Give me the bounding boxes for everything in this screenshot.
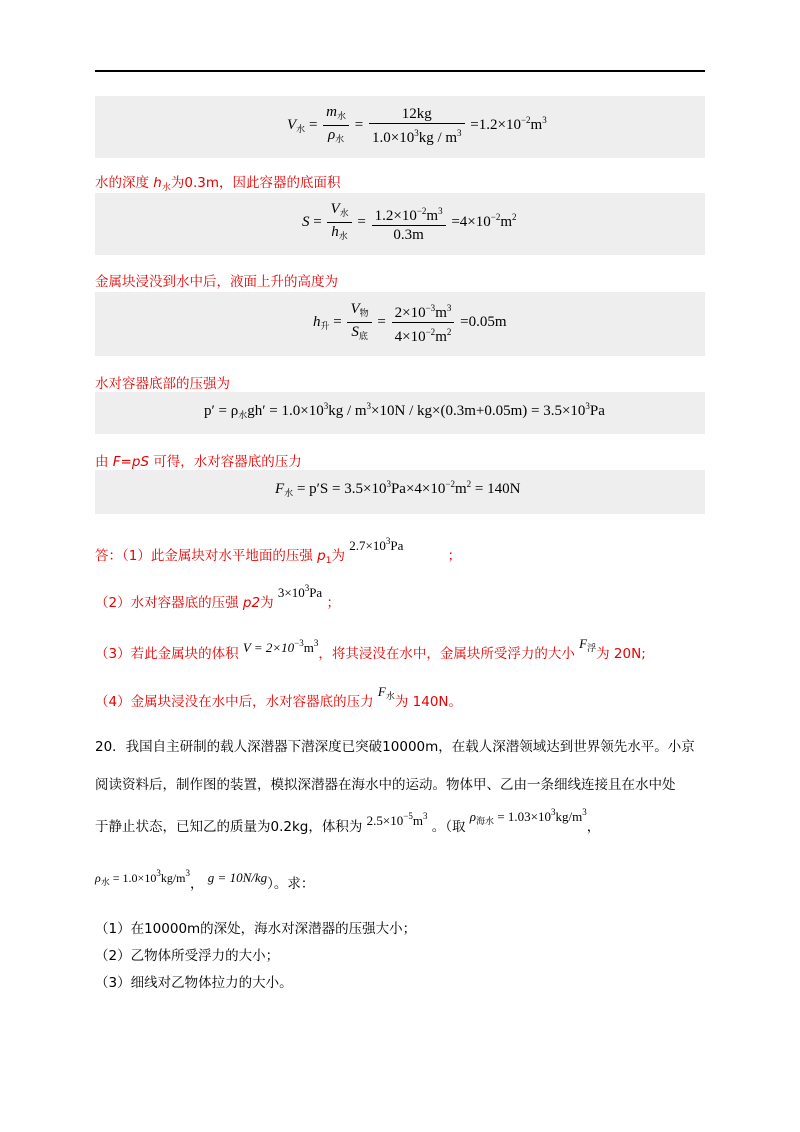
problem-20-line-2: 阅读资料后，制作图的装置，模拟深潜器在海水中的运动。物体甲、乙由一条细线连接且在水中处 <box>95 777 676 793</box>
problem-20-line-3: 于静止状态，已知乙的质量为0.2kg，体积为 $2.5\times 10^{-5}m^3$ 。（取 $\rho_{海水} = 1.03\times 10^3kg/m^3$， <box>95 807 601 835</box>
text-depth-area: 水的深度 $h_水$为0.3m，因此容器的底面积 <box>95 175 341 193</box>
answer-1: 答：（1）此金属块对水平地面的压强 $p_1$为 $2.7\times 10^3Pa$ ； <box>95 536 462 566</box>
answer-3: （3）若此金属块的体积 $V = 2\times 10^{-3}m^3$，将其浸没在水中，金属块所受浮力的大小 $F_浮$为 20N; <box>95 636 646 662</box>
text-force: 由 F=pS 可得，水对容器底的压力 <box>95 454 302 470</box>
text-pressure: 水对容器底部的压强为 <box>95 376 230 392</box>
formula-pressure: $p' = \rho_水gh' = 1.0\times 10^3kg / m^3\times 10N / kg\times(0.3m+0.05m) = 3.5\times 10^3Pa$ <box>204 401 605 420</box>
answer-4: （4）金属块浸没在水中后，水对容器底的压力 $F_水$为 140N。 <box>95 684 463 710</box>
problem-20-sub-3: （3）细线对乙物体拉力的大小。 <box>95 975 293 991</box>
header-rule <box>95 70 705 72</box>
formula-water-volume: $V_水$ = $\frac{m_水}{\rho_水}$ = $\frac{12kg}{1.0\times 10^3kg / m^3}$ $=1.2\times 10^{-2}m^3$ <box>287 104 547 146</box>
formula-force: $F_水 = p'S = 3.5\times 10^3Pa\times 4\times 10^{-2}m^2 = 140N$ <box>275 479 521 498</box>
formula-rise-height: $h_升$ = $\frac{V_物}{S_底}$ = $\frac{2\times 10^{-3}m^3}{4\times 10^{-2}m^2}$ =0.05m <box>313 301 507 345</box>
formula-base-area: S = $\frac{V_水}{h_水}$ = $\frac{1.2\times 10^{-2}m^3}{0.3m}$ $=4\times 10^{-2}m^2$ <box>302 201 517 243</box>
problem-20-line-1: 20．我国自主研制的载人深潜器下潜深度已突破10000m，在载人深潜领域达到世界领先水平。小京 <box>95 739 695 755</box>
problem-20-sub-1: （1）在10000m的深处，海水对深潜器的压强大小； <box>95 921 417 937</box>
text-rise-height: 金属块浸没到水中后，液面上升的高度为 <box>95 274 338 290</box>
answer-2: （2）水对容器底的压强 p2为 $3\times 10^3Pa$ ； <box>95 583 340 611</box>
problem-20-sub-2: （2）乙物体所受浮力的大小； <box>95 948 280 964</box>
problem-20-line-4: $\rho_水 = 1.0\times 10^3kg/m^3$， g = 10N/kg）。求： <box>95 868 315 892</box>
